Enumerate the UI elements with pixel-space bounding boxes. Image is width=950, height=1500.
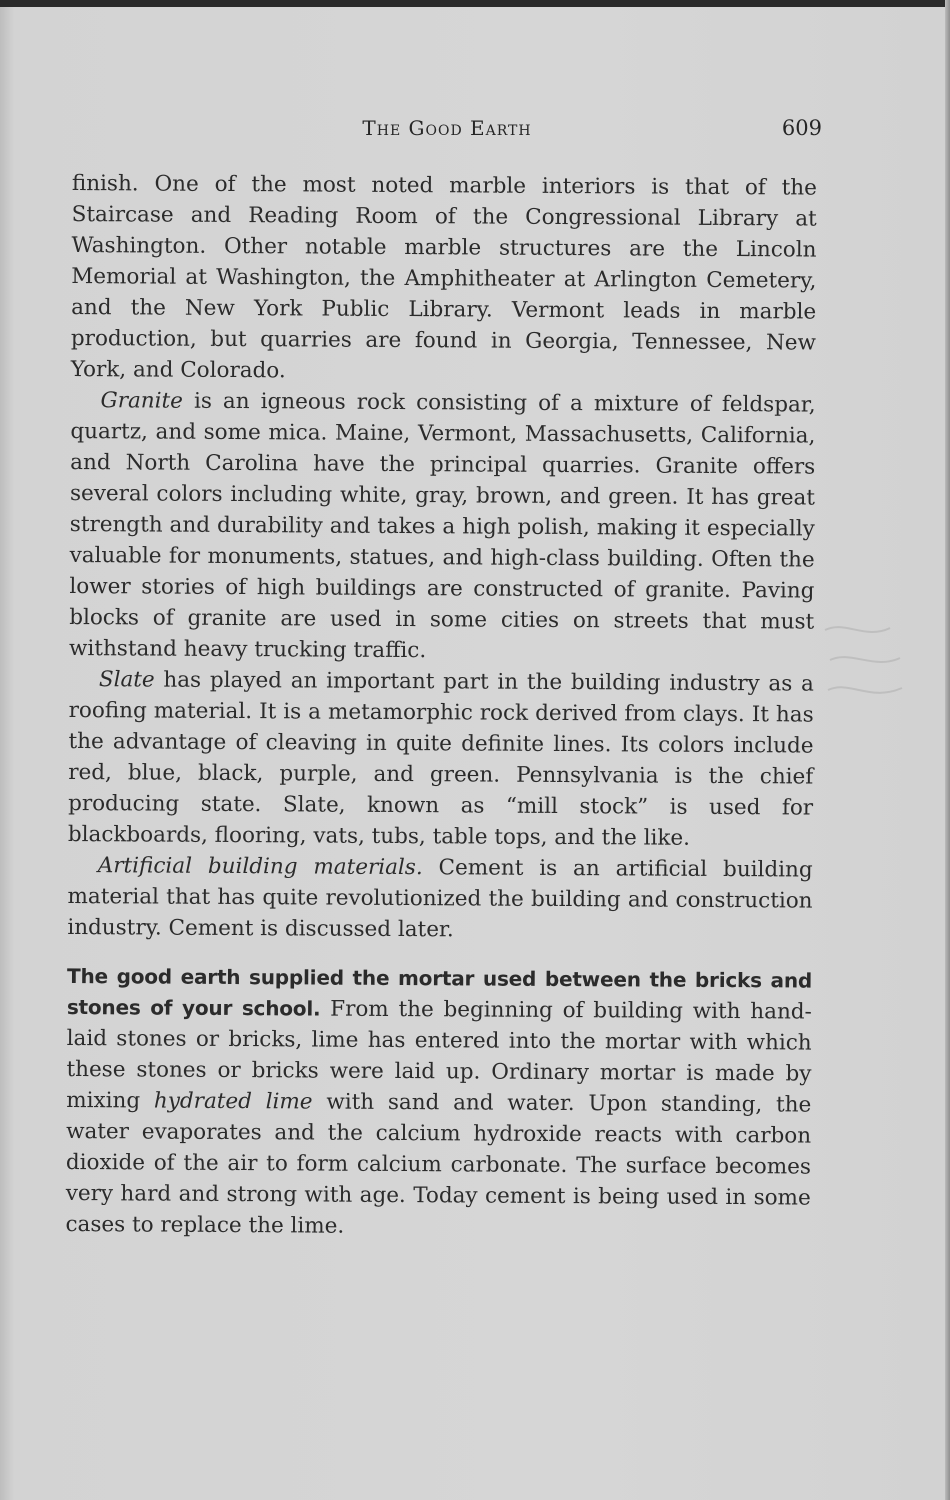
page-header bbox=[72, 114, 822, 146]
paragraph-mortar bbox=[65, 961, 812, 1245]
page-number: 609 bbox=[781, 116, 822, 140]
page-right-edge bbox=[945, 0, 950, 1500]
paragraph-granite bbox=[69, 385, 816, 669]
term-artificial-building-materials: Artificial building materials. bbox=[97, 853, 423, 881]
running-title: The Good Earth bbox=[362, 116, 532, 140]
section-lead-heading: The good earth supplied the mortar used between the bricks and stones of your school. bbox=[66, 963, 813, 1021]
term-slate: Slate bbox=[98, 667, 155, 693]
term-hydrated-lime: hydrated lime bbox=[153, 1088, 313, 1115]
paragraph-text: From the beginning of building with hand-laid stones or bricks, lime has entered into the mortar with which these stones or bricks were laid up. Ordinary mortar is made by mixing bbox=[66, 996, 812, 1114]
paragraph-text: is an igneous rock consisting of a mixture of feldspar, quartz, and some mica. Maine, Vermont, Massachusetts, California, and North Carolina have the principal quarries. Granite offers several colors including white, gray, brown, and green. It has great strength and durability and takes a high polish, making it especially valuable for monuments, statues, and high-class building. Often the lower stories of high buildings are constructed of granite. Paving blocks of granite are used in some cities on streets that must withstand heavy trucking traffic. bbox=[68, 388, 816, 664]
show-through-smudge bbox=[820, 610, 910, 720]
term-granite: Granite bbox=[100, 388, 184, 414]
page-top-edge bbox=[0, 0, 950, 7]
paragraph-marble-continued bbox=[71, 168, 817, 390]
paragraph-text: with sand and water. Upon standing, the water evaporates and the calcium hydroxide reacts with carbon dioxide of the air to form calcium carbonate. The surface becomes very hard and strong with age. Today cement is being used in some cases to replace the lime. bbox=[65, 1089, 812, 1239]
paragraph-text: finish. One of the most noted marble interiors is that of the Staircase and Reading Room of the Congressional Library at Washington. Other notable marble structures are the Lincoln Memorial at Washington, the Amphitheater at Arlington Cemetery, and the New York Public Library. Vermont leads in marble production, but quarries are found in Georgia, Tennessee, New York, and Colorado. bbox=[70, 170, 817, 384]
paragraph-artificial-materials bbox=[67, 850, 813, 948]
body-text bbox=[65, 168, 817, 1245]
paragraph-text: has played an important part in the building industry as a roofing material. It is a metamorphic rock derived from clays. It has the advantage of cleaving in quite definite lines. Its colors include red, blue, black, purple, and green. Pennsylvania is the chief producing state. Slate, known as “mill stock” is used for blackboards, flooring, vats, tubs, table tops, and the like. bbox=[67, 667, 814, 851]
paragraph-text: Cement is an artificial building material that has quite revolutionized the building and construction industry. Cement is discussed later. bbox=[67, 855, 813, 943]
paragraph-slate bbox=[68, 664, 814, 855]
